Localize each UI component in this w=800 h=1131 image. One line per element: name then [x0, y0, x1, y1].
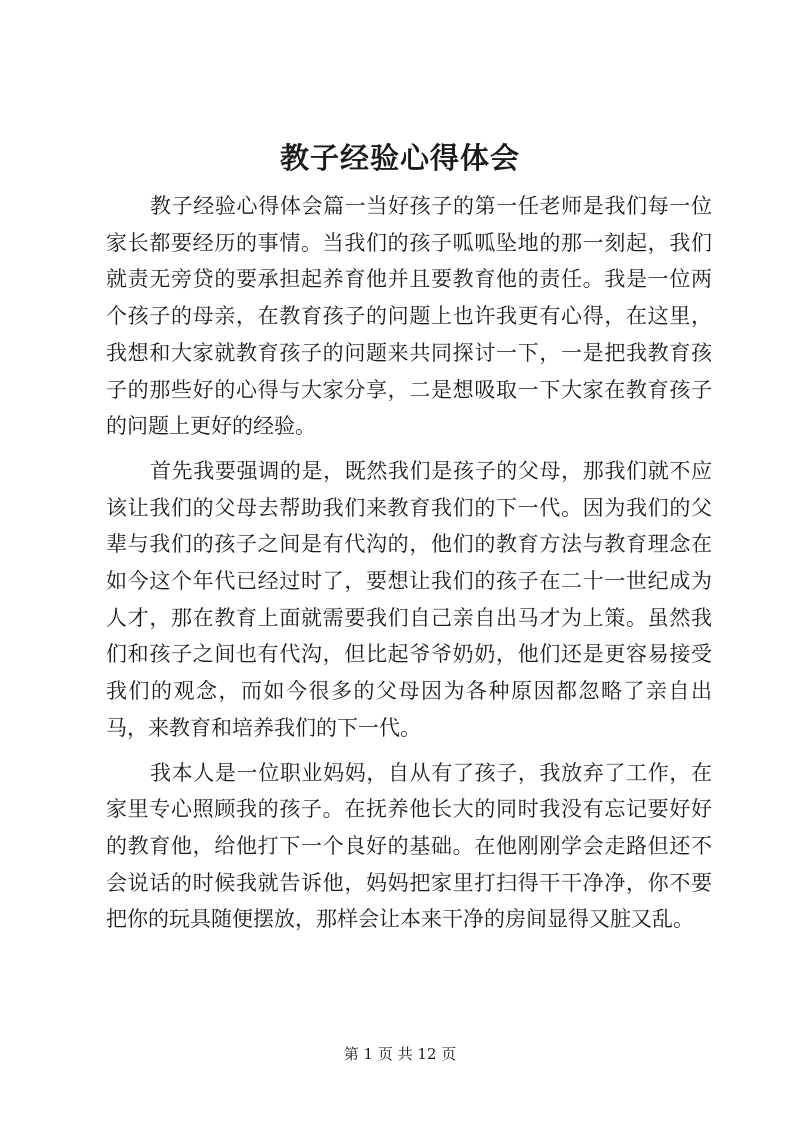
paragraph-1: 教子经验心得体会篇一当好孩子的第一任老师是我们每一位家长都要经历的事情。当我们的孩子呱呱坠地的那一刻起，我们就责无旁贷的要承担起养育他并且要教育他的责任。我是一位两个孩子的母亲，在教育孩子的问题上也许我更有心得，在这里，我想和大家就教育孩子的问题来共同探讨一下，一是把我教育孩子的那些好的心得与大家分享，二是想吸取一下大家在教育孩子的问题上更好的经验。 — [106, 194, 712, 439]
page-footer: 第 1 页 共 12 页 — [343, 1045, 457, 1063]
paragraph-3: 我本人是一位职业妈妈，自从有了孩子，我放弃了工作，在家里专心照顾我的孩子。在抚养他长大的同时我没有忘记要好好的教育他，给他打下一个良好的基础。在他刚刚学会走路但还不会说话的时候我就告诉他，妈妈把家里打扫得干干净净，你不要把你的玩具随便摆放，那样会让本来干净的房间显得又脏又乱。 — [106, 760, 712, 932]
document-body — [106, 188, 712, 938]
document-title: 教子经验心得体会 — [279, 141, 520, 175]
paragraph-2: 首先我要强调的是，既然我们是孩子的父母，那我们就不应该让我们的父母去帮助我们来教育我们的下一代。因为我们的父辈与我们的孩子之间是有代沟的，他们的教育方法与教育理念在如今这个年代已经过时了，要想让我们的孩子在二十一世纪成为人才，那在教育上面就需要我们自己亲自出马才为上策。虽然我们和孩子之间也有代沟，但比起爷爷奶奶，他们还是更容易接受我们的观念，而如今很多的父母因为各种原因都忽略了亲自出马，来教育和培养我们的下一代。 — [106, 458, 712, 740]
